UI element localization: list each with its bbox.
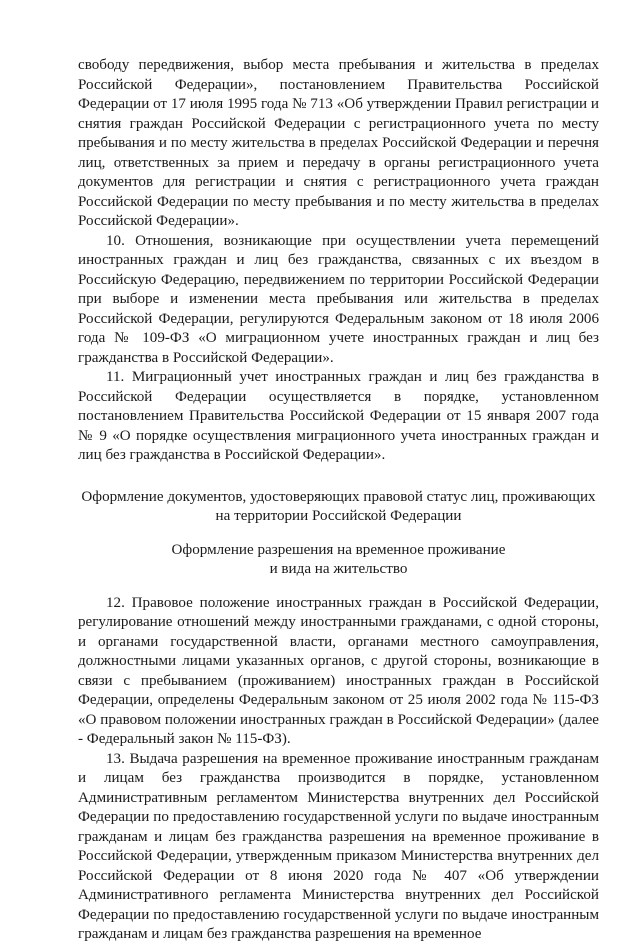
paragraph-11: 11. Миграционный учет иностранных граждан и лиц без гражданства в Российской Федерации осуществляется в порядке, установленном постановлением Правительства Российской Федерации от 15 января 2007 года № 9 «О порядке осуществления миграционного учета иностранных граждан и лиц без гражданства в Российской Федерации». bbox=[78, 369, 599, 463]
paragraph-13: 13. Выдача разрешения на временное проживание иностранным гражданам и лицам без гражданства производится в порядке, установленном Административным регламентом Министерства внутренних дел Российской Федерации по предоставлению государственной услуги по выдаче иностранным гражданам и лицам без гражданства разрешения на временное проживание в Российской Федерации, утвержденным приказом Министерства внутренних дел Российской Федерации от 8 июня 2020 года № 407 «Об утверждении Административного регламента Министерства внутренних дел Российской Федерации по предоставлению государственной услуги по выдаче иностранным гражданам и лицам без гражданства разрешения на временное bbox=[78, 750, 599, 942]
section-spacer bbox=[78, 466, 599, 488]
section-heading-line-2: на территории Российской Федерации bbox=[215, 508, 462, 524]
paragraph-10: 10. Отношения, возникающие при осуществлении учета перемещений иностранных граждан и лиц без гражданства, связанных с их въездом в Российскую Федерацию, передвижением по территории Российской Федерации при выборе и изменении места пребывания или жительства в пределах Российской Федерации, регулируются Федеральным законом от 18 июля 2006 года № 109-ФЗ «О миграционном учете иностранных граждан и лиц без гражданства в Российской Федерации». bbox=[78, 232, 599, 366]
heading-spacer bbox=[78, 580, 599, 594]
paragraph-continuation: свободу передвижения, выбор места пребывания и жительства в пределах Российской Федерации», постановлением Правительства Российской Федерации от 17 июля 1995 года № 713 «Об утверждении Правил регистрации и снятия граждан Российской Федерации с регистрационного учета по месту пребывания и по месту жительства в пределах Российской Федерации и перечня лиц, ответственных за прием и передачу в органы регистрационного учета документов для регистрации и снятия с регистрационного учета граждан Российской Федерации по месту пребывания и по месту жительства в пределах Российской Федерации». bbox=[78, 57, 599, 229]
subsection-heading-line-1: Оформление разрешения на временное проживание bbox=[171, 541, 506, 558]
section-heading-line-1: Оформление документов, удостоверяющих правовой статус лиц, проживающих bbox=[81, 488, 596, 505]
subsection-heading-line-2: и вида на жительство bbox=[269, 561, 408, 577]
document-page bbox=[78, 56, 599, 945]
paragraph-12: 12. Правовое положение иностранных граждан в Российской Федерации, регулирование отношений между иностранными гражданами, с одной стороны, и органами государственной власти, органами местного самоуправления, должностными лицами указанных органов, с другой стороны, возникающие в связи с пребыванием (проживанием) иностранных граждан в Российской Федерации, определены Федеральным законом от 25 июля 2002 года № 115-ФЗ «О правовом положении иностранных граждан в Российской Федерации» (далее - Федеральный закон № 115-ФЗ). bbox=[78, 594, 599, 747]
subsection-spacer bbox=[78, 527, 599, 541]
